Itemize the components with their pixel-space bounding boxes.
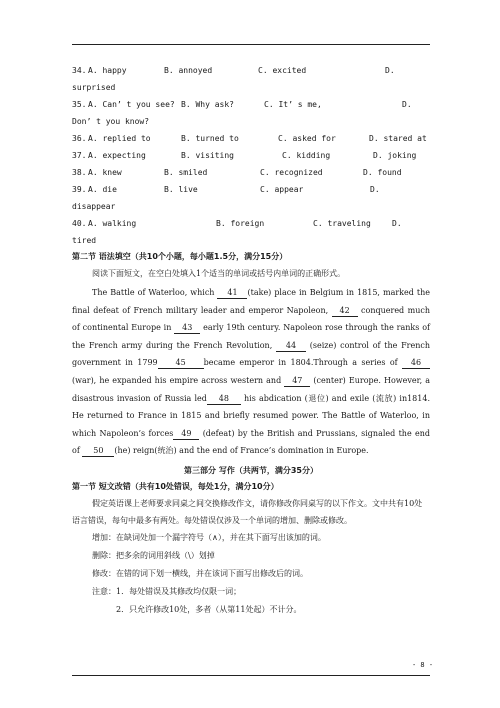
option-b: B. turned to <box>181 134 239 143</box>
passage-text: The Battle of Waterloo, which <box>92 288 218 297</box>
question-number: 36. <box>72 134 87 143</box>
blank-42: 42 <box>332 305 358 317</box>
option-c: C. appear <box>260 185 304 194</box>
option-d: D. <box>392 219 402 228</box>
blank-47: 47 <box>284 375 310 387</box>
passage-text: (war), he expanded his empire across western and <box>72 375 285 385</box>
option-a: A. replied to <box>88 134 151 143</box>
option-d-continued: Don’ t you know? <box>72 117 150 126</box>
option-b: B. smiled <box>164 168 208 177</box>
blank-44: 44 <box>276 340 306 352</box>
header-rule <box>72 44 430 45</box>
passage-text: (center) Europe. However, a disastrous invasion of Russia led <box>72 375 430 403</box>
question-number: 35. <box>72 100 87 109</box>
blank-46: 46 <box>402 357 430 369</box>
option-a: A. happy <box>88 66 127 75</box>
question-number: 37. <box>72 151 87 160</box>
add-rule: 增加：在缺词处加一个漏字符号（∧），并在其下面写出该加的词。 <box>92 532 326 542</box>
passage-text: (defeat) by the British and Prussians, signaled the end of <box>72 428 431 456</box>
option-b: B. visiting <box>181 151 234 160</box>
blank-48: 48 <box>207 393 241 405</box>
question-number: 39. <box>72 185 87 194</box>
note-2: 2．只允许修改10处，多者（从第11处起）不计分。 <box>116 604 302 614</box>
option-row-39 <box>72 181 430 198</box>
blank-49: 49 <box>173 428 199 440</box>
option-d: D. stared at <box>369 134 427 143</box>
section-instruction: 阅读下面短文，在空白处填入1个适当的单词或括号内单词的正确形式。 <box>92 269 346 278</box>
option-c: C. traveling <box>313 219 371 228</box>
option-d: D. <box>370 185 380 194</box>
option-row-40 <box>72 215 430 232</box>
passage-text: his abdication (退位) and exile (流放) in1814. He returned to France in 1815 and briefly resumed power. The Battle of Waterloo, in which Napoleon’s forces <box>72 393 430 438</box>
option-d: D. <box>385 66 395 75</box>
option-b: B. live <box>164 185 198 194</box>
option-row-36 <box>72 130 430 147</box>
option-d: D. found <box>363 168 402 177</box>
option-d: D. joking <box>373 151 417 160</box>
option-d: D. <box>402 100 412 109</box>
option-b: B. Why ask? <box>181 100 234 109</box>
option-b: B. annoyed <box>164 66 213 75</box>
passage-text: (seize) control of the French government in 1799 <box>72 340 430 368</box>
option-row-38 <box>72 164 430 181</box>
footer-rule <box>72 675 430 676</box>
option-a: A. Can’ t you see? <box>88 100 175 109</box>
passage-text: (he) reign(统治) and the end of France’s domination in Europe. <box>114 446 369 456</box>
option-a: A. expecting <box>88 151 146 160</box>
option-row-35 <box>72 96 430 113</box>
option-c: C. kidding <box>282 151 331 160</box>
page-number: - 8 - <box>412 661 434 669</box>
option-d-continued: disappear <box>72 202 116 211</box>
option-row-37 <box>72 147 430 164</box>
question-number: 40. <box>72 219 87 228</box>
part-heading: 第三部分 写作（共两节，满分35分） <box>184 465 318 475</box>
passage-text: (take) place in Belgium in 1815, marked the final defeat of French military leader and emperor Napoleon, <box>72 288 431 315</box>
option-d-continued: tired <box>72 236 97 245</box>
page-content <box>72 62 430 619</box>
option-c: C. recognized <box>260 168 323 177</box>
passage-text: became emperor in 1804.Through a series of <box>203 358 402 368</box>
option-a: A. die <box>88 185 117 194</box>
option-c: C. asked for <box>278 134 336 143</box>
blank-50: 50 <box>82 445 114 457</box>
blank-43: 43 <box>174 322 200 334</box>
correction-intro: 假定英语课上老师要求同桌之间交换修改作文，请你修改你同桌写的以下作文。文中共有10处语言错误，每句中最多有两处。每处错误仅涉及一个单词的增加、删除或修改。 <box>72 498 423 525</box>
section-heading: 第二节 语法填空（共10个小题，每小题1.5分，满分15分） <box>72 252 288 261</box>
section-heading: 第一节 短文改错（共有10处错误，每处1分，满分10分） <box>72 481 279 491</box>
option-row-34 <box>72 62 430 79</box>
note-1: 注意：1．每处错误及其修改均仅限一词； <box>92 586 242 596</box>
option-a: A. walking <box>88 219 137 228</box>
option-c: C. excited <box>258 66 307 75</box>
option-d-continued: surprised <box>72 83 116 92</box>
option-b: B. foreign <box>216 219 265 228</box>
option-a: A. knew <box>88 168 122 177</box>
blank-41: 41 <box>217 287 247 299</box>
blank-45: 45 <box>158 357 204 369</box>
question-number: 34. <box>72 66 87 75</box>
passage-text: early 19th century. Napoleon rose through the ranks of the French army during the French Revolution, <box>72 323 431 350</box>
modify-rule: 修改：在错的词下划一横线，并在该词下面写出修改后的词。 <box>92 568 308 578</box>
question-number: 38. <box>72 168 87 177</box>
option-c: C. It’ s me, <box>264 100 322 109</box>
cloze-passage <box>72 284 430 460</box>
delete-rule: 删除：把多余的词用斜线（\）划掉 <box>92 550 215 560</box>
passage-text: conquered much of continental Europe in <box>72 305 430 333</box>
